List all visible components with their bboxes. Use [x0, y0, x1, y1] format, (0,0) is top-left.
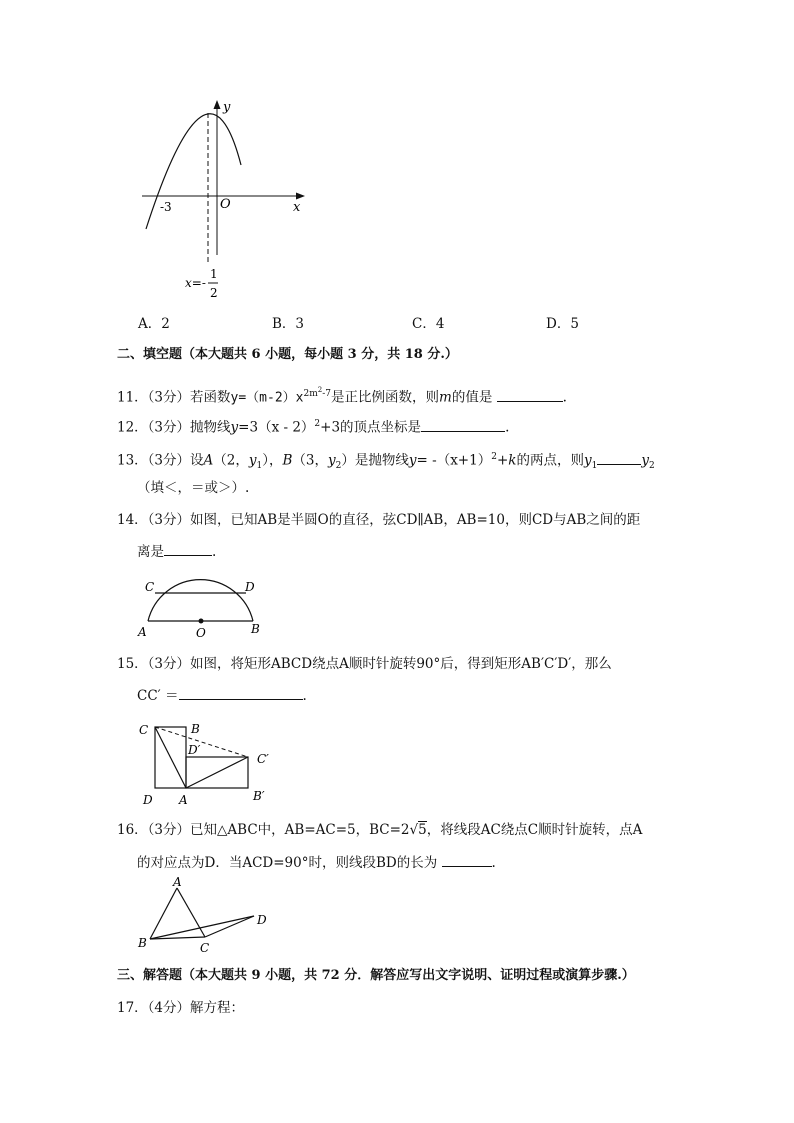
origin-label: O — [220, 197, 231, 212]
triangle-figure — [133, 874, 278, 954]
segment-ab — [150, 888, 177, 939]
option-c: C．4 — [412, 316, 445, 332]
parabola-figure — [130, 95, 320, 305]
option-d: D．5 — [546, 316, 579, 332]
question-15-line1: 15．（3分）如图，将矩形ABCD绕点A顺时针旋转90°后，得到矩形AB′C′D′，那么 — [117, 656, 612, 672]
question-14-line1: 14．（3分）如图，已知AB是半圆O的直径，弦CD∥AB，AB=10，则CD与AB之间的距 — [117, 512, 641, 528]
label-d: D — [245, 580, 255, 594]
label-o: O — [196, 626, 206, 640]
question-13-line2: （填＜，＝或＞）. — [137, 480, 250, 496]
label-a: A — [173, 875, 182, 889]
q12-answer-blank[interactable] — [421, 417, 505, 432]
segment-bd — [150, 916, 254, 939]
question-15-line2: CC′ ＝ . — [137, 685, 307, 706]
y-axis-label: y — [223, 100, 231, 115]
root-label: -3 — [160, 200, 172, 214]
label-b: B — [138, 936, 147, 950]
q15-answer-blank[interactable] — [179, 685, 303, 700]
center-point — [199, 619, 204, 624]
option-a: A．2 — [138, 316, 170, 332]
sqrt-symbol: √ — [409, 822, 419, 838]
question-16-line2: 的对应点为D．当ACD=90°时，则线段BD的长为 . — [137, 852, 496, 873]
rectangle-rotation-figure — [133, 716, 283, 811]
axis-line-label: x=- — [185, 276, 206, 290]
q11-answer-blank[interactable] — [497, 387, 563, 402]
segment-cc1 — [155, 727, 248, 757]
label-a: A — [138, 625, 147, 639]
segment-ac — [155, 727, 186, 788]
label-d: D — [143, 793, 153, 807]
q14-answer-blank[interactable] — [164, 541, 212, 556]
option-b: B．3 — [272, 316, 305, 332]
segment-ac1 — [186, 757, 248, 788]
segment-cd — [205, 916, 254, 937]
question-16-line1: 16．（3分）已知△ABC中，AB=AC=5，BC=2√5，将线段AC绕点C顺时针旋转，点A — [117, 822, 643, 838]
question-17: 17．（4分）解方程： — [117, 1000, 245, 1016]
label-a: A — [179, 793, 188, 807]
label-c: C — [145, 580, 155, 594]
y-axis-arrow — [214, 100, 221, 109]
question-11: 11．（3分）若函数$y=(m-2)x^{2m^2-7}$是正比例函数，则m的值是 . — [117, 386, 567, 406]
section3-heading: 三、解答题（本大题共 9 小题，共 72 分．解答应写出文字说明、证明过程或演算步骤.） — [117, 968, 635, 983]
x-axis-label: x — [293, 200, 301, 215]
label-c: C — [139, 723, 149, 737]
label-c1: C′ — [257, 752, 269, 766]
question-12: 12．（3分）抛物线y=3（x - 2）$^2$+3的顶点坐标是 . — [117, 414, 509, 438]
semicircle-arc — [148, 580, 253, 621]
label-b: B — [251, 622, 260, 636]
frac-numerator: 1 — [210, 267, 218, 281]
label-b1: B′ — [253, 789, 265, 803]
section2-heading: 二、填空题（本大题共 6 小题，每小题 3 分，共 18 分.） — [117, 347, 458, 362]
question-13-line1: 13．（3分）设A（2，$y_1$），B（3，$y_2$）是抛物线$y= -(x+1)^2+k$的两点，则$y_1$ $y_2$ — [117, 447, 655, 476]
frac-denominator: 2 — [210, 286, 218, 300]
label-d1: D′ — [188, 743, 201, 757]
label-d: D — [257, 913, 267, 927]
label-c: C — [200, 941, 210, 954]
question-14-line2: 离是 . — [137, 541, 216, 562]
label-b: B — [191, 722, 200, 736]
q13-answer-blank[interactable] — [597, 450, 641, 465]
q16-answer-blank[interactable] — [442, 852, 492, 867]
x-axis-arrow — [296, 193, 305, 200]
semicircle-figure — [133, 563, 273, 643]
